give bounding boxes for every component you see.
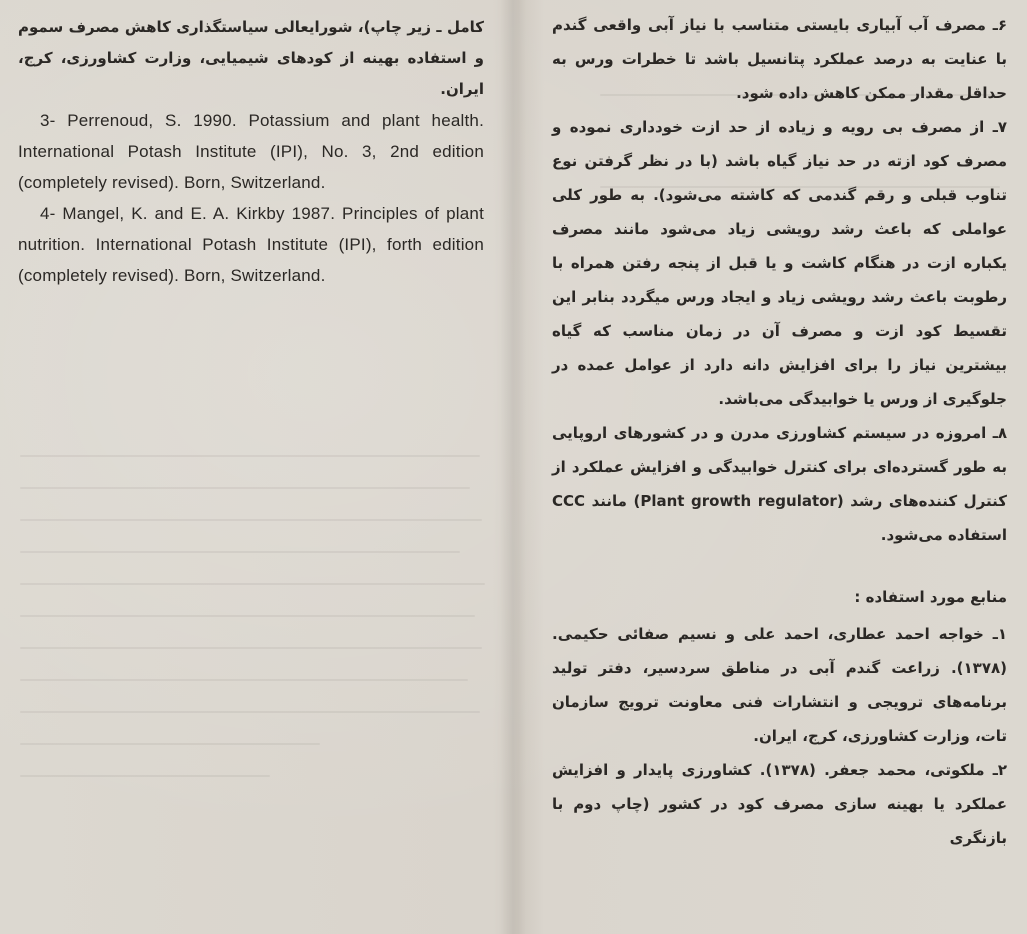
reference-4: 4- Mangel, K. and E. A. Kirkby 1987. Principles of plant nutrition. International Potash Institute (IPI), forth edition (completely revised). Born, Switzerland. xyxy=(18,204,484,285)
left-column xyxy=(18,12,484,291)
reference-3: 3- Perrenoud, S. 1990. Potassium and plant health. International Potash Institute (IPI), No. 3, 2nd edition (completely revised). Born, Switzerland. xyxy=(18,111,484,192)
recommendation-8: ۸ـ امروزه در سیستم کشاورزی مدرن و در کشورهای اروپایی به طور گسترده‌ای برای کنترل خوابیدگی و افزایش عملکرد از کنترل کننده‌های رشد (Plant growth regulator) مانند CCC استفاده می‌شود. xyxy=(552,424,1007,544)
source-2: ۲ـ ملکوتی، محمد جعفر. (۱۳۷۸). کشاورزی پایدار و افزایش عملکرد یا بهینه سازی مصرف کود در کشور (چاپ دوم با بازنگری xyxy=(552,761,1007,847)
sources-heading: منابع مورد استفاده : xyxy=(854,588,1007,606)
persian-reference-continuation: کامل ـ زیر چاپ)، شورایعالی سیاستگذاری کاهش مصرف سموم و استفاده بهینه از کودهای شیمیایی، وزارت کشاورزی، کرج، ایران. xyxy=(18,18,484,98)
recommendation-7: ۷ـ از مصرف بی رویه و زیاده از حد ازت خودداری نموده و مصرف کود ازته در حد نیاز گیاه باشد (با در نظر گرفتن نوع تناوب قبلی و رقم گندمی که کاشته می‌شود). به طور کلی عواملی که باعث رشد رویشی زیاد می‌شود مانند مصرف یکباره ازت در هنگام کاشت و یا قبل از پنجه رفتن همراه با رطوبت باعث رشد رویشی زیاد و ایجاد ورس میگردد بنابر این تقسیط کود ازت و مصرف آن در زمان مناسب که گیاه بیشترین نیاز را برای افزایش دانه دارد از عوامل عمده در جلوگیری از ورس یا خوابیدگی می‌باشد. xyxy=(552,118,1007,408)
source-1: ۱ـ خواجه احمد عطاری، احمد علی و نسیم صفائی حکیمی. (۱۳۷۸). زراعت گندم آبی در مناطق سردسیر، دفتر تولید برنامه‌های ترویجی و انتشارات فنی معاونت ترویج سازمان تات، وزارت کشاورزی، کرج، ایران. xyxy=(552,625,1007,745)
page-gutter xyxy=(500,0,526,934)
recommendation-6: ۶ـ مصرف آب آبیاری بایستی متناسب با نیاز آبی واقعی گندم با عنایت به درصد عملکرد پتانسیل باشد تا خطرات ورس به حداقل مقدار ممکن کاهش داده شود. xyxy=(552,16,1007,102)
right-column xyxy=(552,8,1007,855)
